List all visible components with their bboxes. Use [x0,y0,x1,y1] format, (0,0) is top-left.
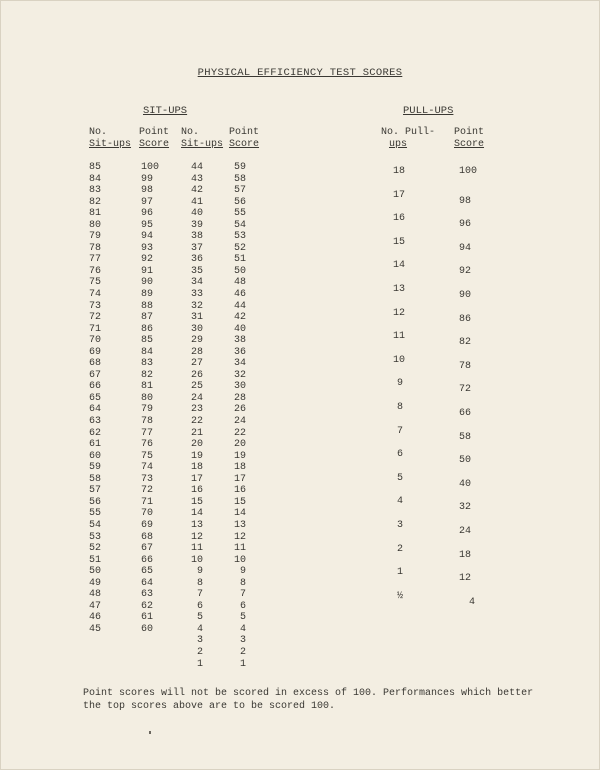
situps-point-score: 17 [233,473,246,485]
situps-point-score: 83 [141,358,154,370]
situps-point-score: 63 [141,589,154,601]
situps-point-score: 96 [141,208,154,220]
situps-col1-count-list [89,162,109,635]
page-title: PHYSICAL EFFICIENCY TEST SCORES [197,67,403,79]
situps-point-score: 81 [141,381,154,393]
situps-count: 51 [89,554,102,566]
pullups-point-score: 96 [459,219,472,231]
situps-count: 27 [190,358,203,370]
situps-count: 74 [89,289,102,301]
situps-point-score: 10 [233,554,246,566]
pullups-count: 9 [397,378,404,390]
situps-count: 82 [89,196,102,208]
situps-count: 60 [89,450,102,462]
situps-point-score: 94 [141,231,154,243]
situps-count: 71 [89,323,102,335]
pullups-count: 7 [397,425,404,437]
situps-count: 2 [196,646,203,658]
situps-point-score: 70 [141,508,154,520]
situps-point-score: 12 [233,531,246,543]
pullups-point-score: 100 [459,166,478,177]
situps-count: 30 [190,323,203,335]
situps-count: 68 [89,358,102,370]
situps-count: 41 [190,196,203,208]
situps-point-score: 19 [233,450,246,462]
situps-point-score: 51 [233,254,246,266]
situps-count: 17 [190,473,203,485]
situps-count: 34 [190,277,203,289]
situps-count: 25 [190,381,203,393]
situps-count: 47 [89,600,102,612]
pullups-count: 1 [397,567,404,579]
pullups-count: 15 [393,236,406,248]
situps-point-score: 73 [141,473,154,485]
situps-count: 18 [190,462,203,474]
situps-point-score: 84 [141,346,154,358]
situps-point-score: 93 [141,242,154,254]
pullups-count: ½ [397,590,404,602]
situps-count: 14 [190,508,203,520]
pullups-count: 10 [393,354,406,366]
pullups-point-score: 32 [459,502,472,514]
situps-point-score: 46 [233,289,246,301]
pullups-point-score: 66 [459,408,472,419]
situps-count: 1 [196,658,203,670]
pullups-point-score: 24 [459,526,472,537]
footnote: Point scores will not be scored in excess of 100. Performances which better the top scores above are to be scored 100. [83,688,534,712]
situps-point-score: 20 [233,439,246,451]
situps-col2-score-list [231,162,246,670]
situps-point-score: 91 [141,265,154,277]
situps-count: 11 [190,543,203,555]
situps-point-score: 76 [141,439,154,451]
situps-count: 63 [89,416,102,428]
pullups-count: 16 [393,213,406,225]
situps-count: 65 [89,392,102,404]
situps-point-score: 8 [239,577,246,589]
situps-point-score: 66 [141,554,154,566]
situps-count: 85 [89,162,102,173]
situps-point-score: 6 [239,600,246,612]
situps-point-score: 28 [233,392,246,404]
situps-point-score: 42 [233,312,246,324]
pullups-point-score: 40 [459,478,472,490]
pullups-count: 17 [393,189,406,201]
situps-count: 31 [190,312,203,324]
situps-point-score: 68 [141,531,154,543]
pullups-count: 8 [397,402,404,413]
situps-point-score: 98 [141,185,154,197]
situps-point-score: 75 [141,450,154,462]
situps-point-score: 9 [239,566,246,578]
situps-count: 15 [190,496,203,508]
situps-point-score: 52 [233,242,246,254]
situps-count: 16 [190,485,203,497]
pullups-header-point: Point Score [454,127,485,150]
situps-count: 69 [89,346,102,358]
situps-point-score: 77 [141,427,154,439]
situps-count: 61 [89,439,102,451]
situps-count: 54 [89,519,102,531]
situps-count: 13 [190,519,203,531]
situps-point-score: 72 [141,485,154,497]
situps-point-score: 30 [233,381,246,393]
pullups-point-score: 50 [459,455,472,467]
situps-point-score: 13 [233,519,246,531]
pullups-count: 18 [393,166,406,177]
situps-count: 42 [190,185,203,197]
situps-count: 83 [89,185,102,197]
situps-count: 4 [196,623,203,635]
situps-point-score: 87 [141,312,154,324]
situps-count: 70 [89,335,102,347]
pullups-point-score: 72 [459,384,472,396]
situps-point-score: 44 [233,300,246,312]
situps-count: 50 [89,566,102,578]
pullups-header-no: No. Pull- ups [381,127,436,150]
situps-point-score: 56 [233,196,246,208]
situps-count: 75 [89,277,102,289]
situps-point-score: 99 [141,173,154,185]
pullups-count: 13 [393,284,406,295]
situps-point-score: 82 [141,369,154,381]
situps-point-score: 92 [141,254,154,266]
situps-count: 72 [89,312,102,324]
situps-point-score: 64 [141,577,154,589]
situps-point-score: 16 [233,485,246,497]
situps-count: 48 [89,589,102,601]
situps-point-score: 53 [233,231,246,243]
situps-point-score: 57 [233,185,246,197]
situps-count: 19 [190,450,203,462]
situps-count: 80 [89,219,102,231]
situps-point-score: 71 [141,496,154,508]
situps-point-score: 59 [233,162,246,173]
situps-point-score: 14 [233,508,246,520]
situps-count: 22 [190,416,203,428]
situps-point-score: 65 [141,566,154,578]
situps-count: 84 [89,173,102,185]
situps-count: 23 [190,404,203,416]
situps-col2-count-list [185,162,203,670]
situps-count: 58 [89,473,102,485]
situps-point-score: 55 [233,208,246,220]
situps-count: 9 [196,566,203,578]
situps-count: 59 [89,462,102,474]
pullups-point-score: 86 [459,313,472,325]
situps-col1-score-list [141,162,163,635]
pullups-point-score: 58 [459,431,472,443]
situps-point-score: 78 [141,416,154,428]
situps-point-score: 18 [233,462,246,474]
situps-point-score: 7 [239,589,246,601]
situps-count: 81 [89,208,102,220]
situps-count: 10 [190,554,203,566]
situps-point-score: 1 [239,658,246,670]
situps-point-score: 80 [141,392,154,404]
pullups-point-score: 82 [459,337,472,349]
situps-point-score: 62 [141,600,154,612]
situps-point-score: 24 [233,416,246,428]
situps-count: 32 [190,300,203,312]
situps-point-score: 22 [233,427,246,439]
situps-header-no-1: No. Sit-ups [89,127,132,150]
situps-count: 20 [190,439,203,451]
pullups-count: 14 [393,260,406,272]
situps-point-score: 60 [141,623,154,635]
pullups-point-score: 78 [459,360,472,372]
situps-point-score: 89 [141,289,154,301]
situps-count: 37 [190,242,203,254]
pullups-count: 5 [397,472,404,484]
situps-point-score: 69 [141,519,154,531]
situps-count: 77 [89,254,102,266]
situps-point-score: 58 [233,173,246,185]
situps-count: 35 [190,265,203,277]
situps-point-score: 90 [141,277,154,289]
pullups-point-score: 18 [459,549,472,561]
situps-point-score: 50 [233,265,246,277]
situps-count: 26 [190,369,203,381]
pullups-point-score: 12 [459,573,472,585]
situps-point-score: 97 [141,196,154,208]
situps-count: 76 [89,265,102,277]
pullups-count: 3 [397,520,404,531]
situps-point-score: 48 [233,277,246,289]
situps-count: 12 [190,531,203,543]
situps-point-score: 4 [239,623,246,635]
situps-point-score: 67 [141,543,154,555]
situps-point-score: 40 [233,323,246,335]
situps-count: 57 [89,485,102,497]
paper-mark [149,731,151,734]
situps-header-point-2: Point Score [229,127,260,150]
situps-point-score: 74 [141,462,154,474]
situps-count: 64 [89,404,102,416]
situps-count: 46 [89,612,102,624]
situps-count: 45 [89,623,102,635]
situps-count: 38 [190,231,203,243]
situps-point-score: 3 [239,635,246,647]
situps-count: 40 [190,208,203,220]
situps-count: 5 [196,612,203,624]
situps-count: 53 [89,531,102,543]
situps-count: 73 [89,300,102,312]
pullups-count: 2 [397,543,404,555]
situps-count: 49 [89,577,102,589]
situps-count: 44 [190,162,203,173]
situps-count: 39 [190,219,203,231]
situps-point-score: 36 [233,346,246,358]
situps-point-score: 34 [233,358,246,370]
situps-point-score: 32 [233,369,246,381]
situps-point-score: 54 [233,219,246,231]
situps-header-point-1: Point Score [139,127,170,150]
situps-count: 66 [89,381,102,393]
situps-header-no-2: No. Sit-ups [181,127,224,150]
pullups-point-score: 90 [459,290,472,301]
situps-count: 56 [89,496,102,508]
situps-point-score: 88 [141,300,154,312]
situps-count: 62 [89,427,102,439]
situps-count: 28 [190,346,203,358]
situps-count: 52 [89,543,102,555]
situps-point-score: 100 [141,162,160,173]
situps-point-score: 86 [141,323,154,335]
pullups-point-score: 4 [469,596,476,608]
situps-count: 43 [190,173,203,185]
situps-point-score: 61 [141,612,154,624]
situps-count: 3 [196,635,203,647]
situps-heading: SIT-UPS [143,105,188,117]
pullups-count: 12 [393,307,406,319]
situps-count: 36 [190,254,203,266]
situps-count: 33 [190,289,203,301]
situps-point-score: 85 [141,335,154,347]
situps-count: 21 [190,427,203,439]
situps-point-score: 11 [233,543,246,555]
situps-point-score: 79 [141,404,154,416]
pullups-count: 4 [397,496,404,508]
situps-count: 24 [190,392,203,404]
situps-count: 6 [196,600,203,612]
pullups-count: 6 [397,449,404,461]
pullups-point-score: 92 [459,266,472,278]
situps-point-score: 15 [233,496,246,508]
situps-count: 67 [89,369,102,381]
situps-count: 78 [89,242,102,254]
situps-point-score: 38 [233,335,246,347]
situps-point-score: 2 [239,646,246,658]
pullups-point-score: 94 [459,242,472,254]
situps-point-score: 5 [239,612,246,624]
situps-count: 55 [89,508,102,520]
situps-count: 8 [196,577,203,589]
pullups-count: 11 [393,331,406,343]
situps-point-score: 26 [233,404,246,416]
pullups-point-score: 98 [459,195,472,207]
situps-count: 7 [196,589,203,601]
situps-count: 79 [89,231,102,243]
situps-count: 29 [190,335,203,347]
pullups-heading: PULL-UPS [403,105,454,117]
situps-point-score: 95 [141,219,154,231]
